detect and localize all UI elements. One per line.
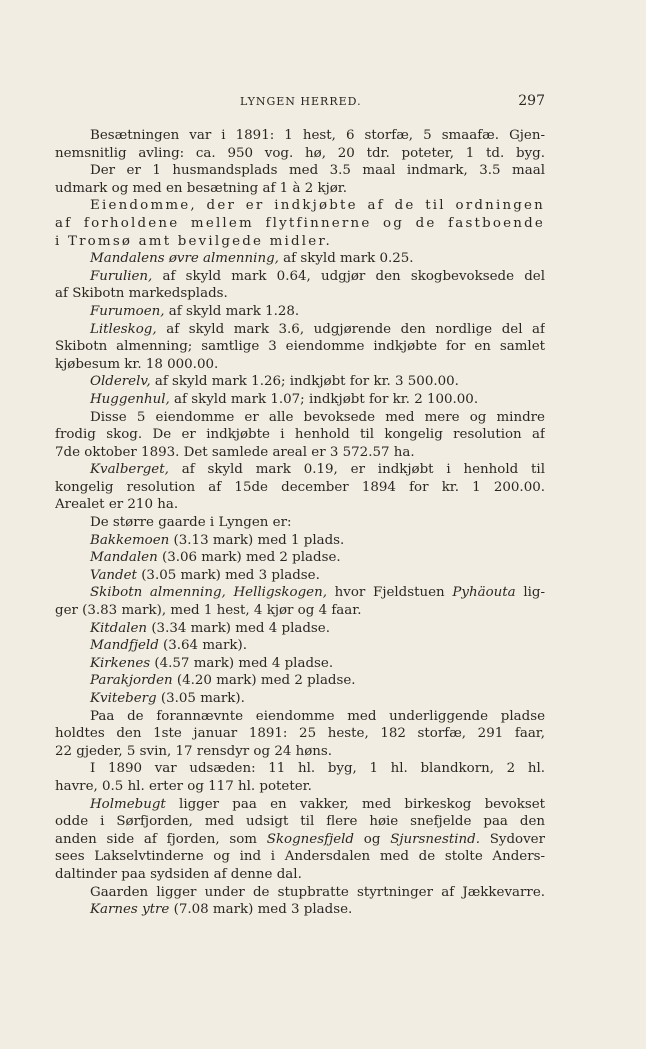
line-text: frodig skog. De er indkjøbte i henhold til kongelig resolution af <box>55 427 545 443</box>
running-title: LYNGEN HERRED. <box>240 95 362 108</box>
text-line <box>55 567 545 585</box>
line-text: De større gaarde i Lyngen er: <box>90 515 292 531</box>
text-line <box>55 426 545 444</box>
line-text: Sydover <box>479 831 545 847</box>
text-line <box>55 127 545 145</box>
line-text: havre, 0.5 hl. erter og 117 hl. poteter. <box>55 778 312 794</box>
italic-text: Kirkenes <box>90 655 151 671</box>
line-text: Disse 5 eiendomme er alle bevoksede med mere og mindre <box>90 409 545 425</box>
text-line <box>55 831 545 849</box>
text-line <box>55 479 545 497</box>
line-text: af skyld mark 3.6, udgjørende den nordlige del af <box>156 321 545 337</box>
text-line <box>55 813 545 831</box>
line-text: Der er 1 husmandsplads med 3.5 maal indmark, 3.5 maal <box>90 163 545 179</box>
text-line <box>55 708 545 726</box>
page-number: 297 <box>518 93 545 109</box>
text-line <box>55 514 545 532</box>
line-text: (3.64 mark). <box>158 638 248 654</box>
line-text: Eiendomme, der er indkjøbte af de til ordningen <box>90 198 545 214</box>
text-line <box>55 796 545 814</box>
line-text: ger (3.83 mark), med 1 hest, 4 kjør og 4 faar. <box>55 603 362 619</box>
page-header <box>55 95 545 111</box>
line-text: anden side af fjorden, som <box>55 831 267 847</box>
text-line <box>55 461 545 479</box>
text-line <box>55 584 545 602</box>
line-text: Paa de forannævnte eiendomme med underliggende pladse <box>90 708 545 724</box>
text-line <box>55 848 545 866</box>
text-line <box>55 321 545 339</box>
line-text: (3.05 mark). <box>156 691 245 706</box>
italic-text: Kviteberg <box>90 691 157 706</box>
body-text <box>55 127 545 919</box>
italic-text: Olderelv, <box>90 374 151 390</box>
text-line <box>55 338 545 356</box>
text-line <box>55 180 545 198</box>
text-line <box>55 901 545 919</box>
line-text: (4.57 mark) med 4 pladse. <box>150 655 334 671</box>
line-text: daltinder paa sydsiden af denne dal. <box>55 866 302 882</box>
italic-text: Furumoen, <box>90 303 165 319</box>
italic-text: Mandalens øvre almenning, <box>90 251 279 267</box>
text-line <box>55 250 545 268</box>
line-text: I 1890 var udsæden: 11 hl. byg, 1 hl. blandkorn, 2 hl. <box>90 761 545 777</box>
text-line <box>55 655 545 673</box>
text-line <box>55 743 545 761</box>
line-text: holdtes den 1ste januar 1891: 25 heste, 182 storfæ, 291 faar, <box>55 726 545 742</box>
italic-text: Sjursnestind. <box>390 831 480 847</box>
text-line <box>55 725 545 743</box>
text-line <box>55 268 545 286</box>
text-line <box>55 373 545 391</box>
text-line <box>55 778 545 796</box>
text-line <box>55 391 545 409</box>
text-line <box>55 602 545 620</box>
italic-text: Skibotn almenning, Helligskogen, <box>90 585 327 601</box>
line-text: (3.34 mark) med 4 pladse. <box>147 620 330 636</box>
line-text: lig- <box>515 585 545 601</box>
text-line <box>55 620 545 638</box>
line-text: (3.05 mark) med 3 pladse. <box>136 567 320 583</box>
text-line <box>55 303 545 321</box>
italic-text: Kitdalen <box>90 620 148 636</box>
line-text: af skyld mark 0.64, udgjør den skogbevoksede del <box>152 268 545 284</box>
text-line <box>55 884 545 902</box>
text-line <box>55 496 545 514</box>
text-line <box>55 549 545 567</box>
line-text: 7de oktober 1893. Det samlede areal er 3 572.57 ha. <box>55 444 415 460</box>
line-text: nemsnitlig avling: ca. 950 vog. hø, 20 tdr. poteter, 1 td. byg. <box>55 145 545 161</box>
text-line <box>55 197 545 215</box>
line-text: af skyld mark 0.25. <box>278 251 414 267</box>
line-text: af skyld mark 0.19, er indkjøbt i henhold til <box>168 462 545 478</box>
text-line <box>55 444 545 462</box>
italic-text: Bakkemoen <box>90 532 170 548</box>
line-text: i Tromsø amt bevilgede midler. <box>55 233 332 249</box>
line-text: (4.20 mark) med 2 pladse. <box>172 673 356 689</box>
italic-text: Mandalen <box>90 550 158 566</box>
line-text: (7.08 mark) med 3 pladse. <box>169 902 353 918</box>
text-line <box>55 409 545 427</box>
line-text: ligger paa en vakker, med birkeskog bevokset <box>165 796 545 812</box>
text-line <box>55 760 545 778</box>
line-text: odde i Sørfjorden, med udsigt til flere høie snefjelde paa den <box>55 814 545 830</box>
text-line <box>55 356 545 374</box>
italic-text: Huggenhul, <box>90 391 170 407</box>
italic-text: Parakjorden <box>90 673 173 689</box>
line-text: 22 gjeder, 5 svin, 17 rensdyr og 24 høns. <box>55 743 333 759</box>
text-line <box>55 672 545 690</box>
line-text: af skyld mark 1.28. <box>164 303 300 319</box>
italic-text: Mandfjeld <box>90 638 159 654</box>
italic-text: Karnes ytre <box>90 902 170 918</box>
line-text: af forholdene mellem flytfinnerne og de fastboende <box>55 215 545 231</box>
italic-text: Vandet <box>90 567 137 583</box>
line-text: (3.06 mark) med 2 pladse. <box>157 550 341 566</box>
line-text: af Skibotn markedsplads. <box>55 286 228 302</box>
line-text: kongelig resolution af 15de december 1894 for kr. 1 200.00. <box>55 479 545 495</box>
line-text: sees Lakselvtinderne og ind i Andersdalen med de stolte Anders- <box>55 849 545 865</box>
text-line <box>55 215 545 233</box>
text-line <box>55 866 545 884</box>
line-text: (3.13 mark) med 1 plads. <box>169 532 345 548</box>
line-text: af skyld mark 1.07; indkjøbt for kr. 2 100.00. <box>169 391 479 407</box>
line-text: Gaarden ligger under de stupbratte styrtninger af Jækkevarre. <box>90 884 545 900</box>
line-text: af skyld mark 1.26; indkjøbt for kr. 3 500.00. <box>150 374 459 390</box>
text-line <box>55 637 545 655</box>
text-line <box>55 233 545 251</box>
text-line <box>55 532 545 550</box>
italic-text: Furulien, <box>90 268 153 284</box>
text-line <box>55 162 545 180</box>
italic-text: Skognesfjeld <box>266 831 354 847</box>
text-line <box>55 690 545 708</box>
line-text: og <box>354 831 391 847</box>
italic-text: Litleskog, <box>90 321 157 337</box>
line-text: kjøbesum kr. 18 000.00. <box>55 356 219 372</box>
line-text: Arealet er 210 ha. <box>55 497 179 513</box>
italic-text: Pyhäouta <box>452 585 516 601</box>
line-text: Besætningen var i 1891: 1 hest, 6 storfæ, 5 smaafæ. Gjen- <box>90 128 545 143</box>
italic-text: Kvalberget, <box>90 462 169 478</box>
line-text: Skibotn almenning; samtlige 3 eiendomme indkjøbte for en samlet <box>55 339 545 355</box>
line-text: udmark og med en besætning af 1 à 2 kjør. <box>55 180 347 196</box>
italic-text: Holmebugt <box>90 796 166 812</box>
text-line <box>55 285 545 303</box>
text-line <box>55 145 545 163</box>
line-text: hvor Fjeldstuen <box>326 585 453 601</box>
